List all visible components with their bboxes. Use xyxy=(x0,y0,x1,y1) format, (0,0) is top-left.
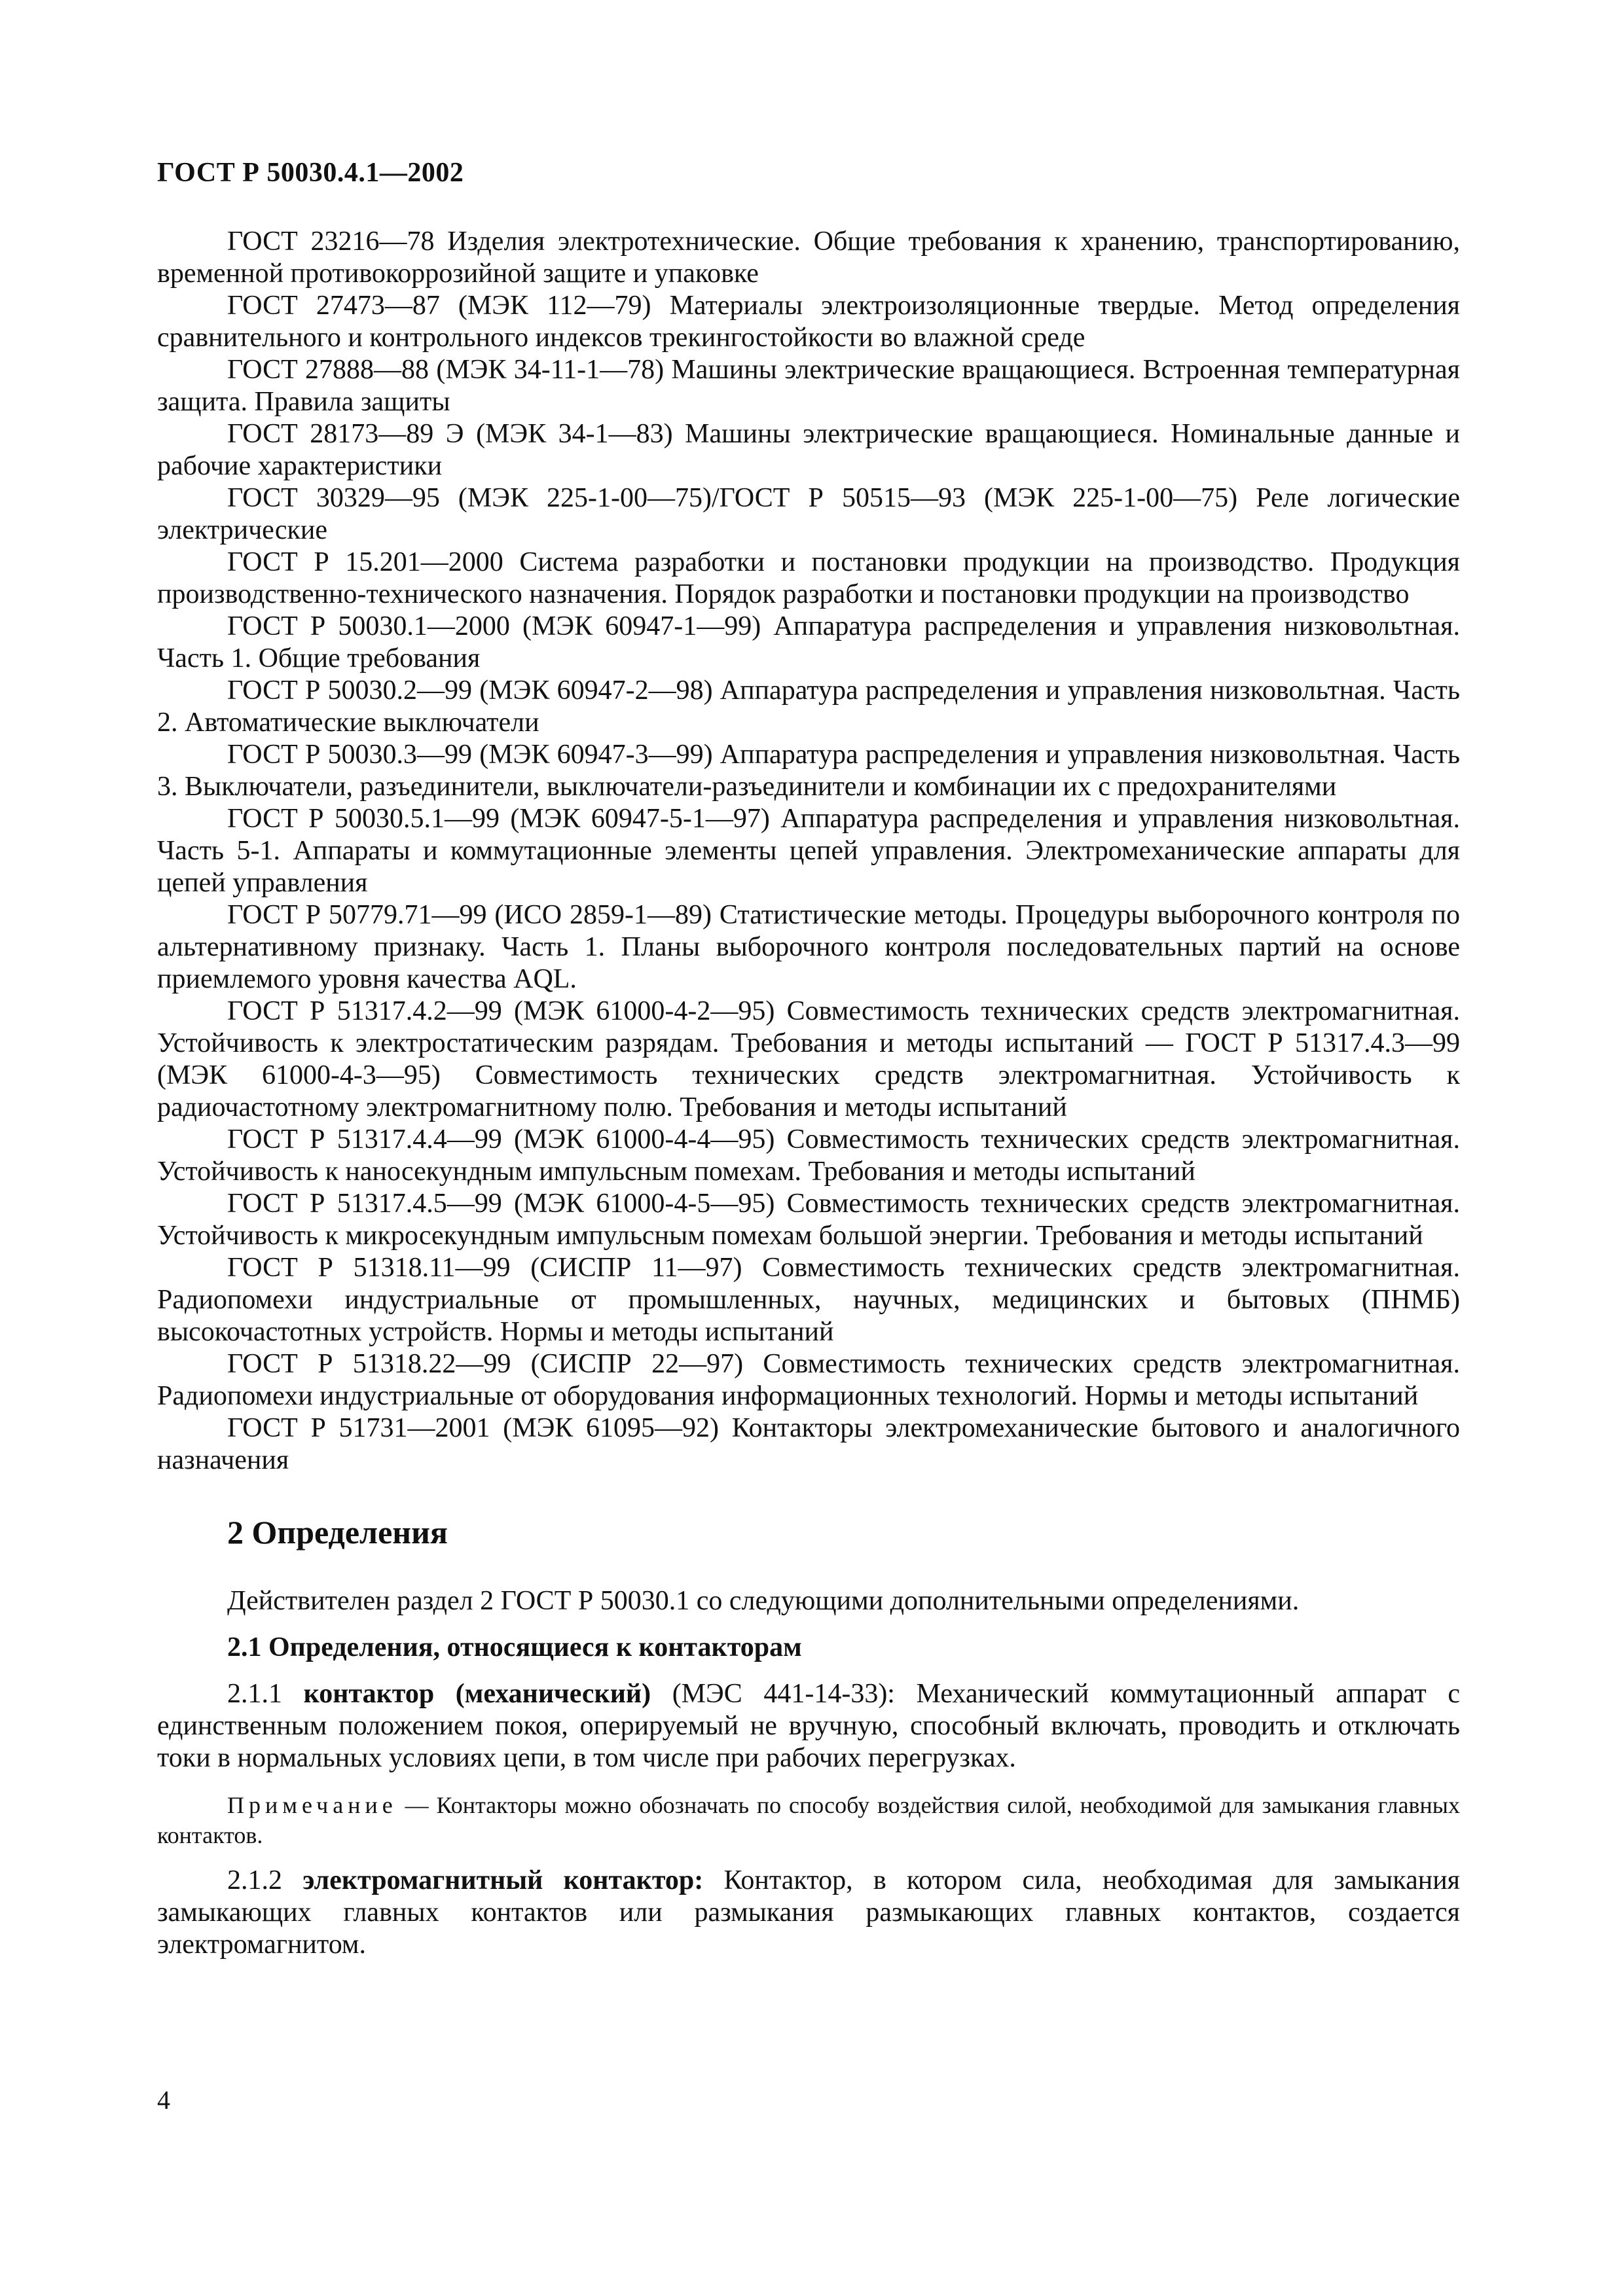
page-number: 4 xyxy=(157,2085,170,2115)
reference-item: ГОСТ Р 51317.4.2—99 (МЭК 61000-4-2—95) Совместимость технических средств электромагнитная. Устойчивость к электростатическим разрядам. Требования и методы испытаний — ГОСТ Р 51317.4.3—99 (МЭК 61000-4-3—95) Совместимость технических средств электромагнитная. Устойчивость к радиочастотному электромагнитному полю. Требования и методы испытаний xyxy=(157,996,1460,1122)
definition-text: Контактор, в котором сила, необходимая для замыкания замыкающих главных контактов или размыкания размыкающих главных контактов, создается электромагнитом. xyxy=(157,1865,1460,1960)
definition-term: электромагнитный контактор: xyxy=(302,1865,704,1895)
section-intro: Действителен раздел 2 ГОСТ Р 50030.1 со следующими дополнительными определениями. xyxy=(227,1586,1300,1616)
note-label: Примечание xyxy=(227,1792,397,1818)
document-code-header: ГОСТ Р 50030.4.1—2002 xyxy=(157,158,464,188)
reference-item: ГОСТ Р 51317.4.4—99 (МЭК 61000-4-4—95) Совместимость технических средств электромагнитная. Устойчивость к наносекундным импульсным помехам. Требования и методы испытаний xyxy=(157,1124,1460,1187)
reference-item: ГОСТ 30329—95 (МЭК 225-1-00—75)/ГОСТ Р 50515—93 (МЭК 225-1-00—75) Реле логические электрические xyxy=(157,483,1460,545)
reference-item: ГОСТ Р 51318.11—99 (СИСПР 11—97) Совместимость технических средств электромагнитная. Радиопомехи индустриальные от промышленных, научных, медицинских и бытовых (ПНМБ) высокочастотных устройств. Нормы и методы испытаний xyxy=(157,1253,1460,1347)
definition-number: 2.1.2 xyxy=(227,1865,282,1895)
reference-item: ГОСТ Р 15.201—2000 Система разработки и постановки продукции на производство. Продукция производственно-технического назначения. Порядок разработки и постановки продукции на производство xyxy=(157,547,1460,609)
definition-text: (МЭС 441-14-33): Механический коммутационный аппарат с единственным положением покоя, оперируемый не вручную, способный включать, проводить и отключать токи в нормальных условиях цепи, в том числе при рабочих перегрузках. xyxy=(157,1679,1461,1773)
subsection-heading: 2.1 Определения, относящиеся к контакторам xyxy=(227,1632,802,1662)
note xyxy=(157,1790,1460,1850)
reference-item: ГОСТ Р 50030.5.1—99 (МЭК 60947-5-1—97) Аппаратура распределения и управления низковольтная. Часть 5-1. Аппараты и коммутационные элементы цепей управления. Электромеханические аппараты для цепей управления xyxy=(157,804,1460,898)
reference-item: ГОСТ Р 50030.1—2000 (МЭК 60947-1—99) Аппаратура распределения и управления низковольтная. Часть 1. Общие требования xyxy=(157,611,1460,673)
reference-item: ГОСТ 27888—88 (МЭК 34-11-1—78) Машины электрические вращающиеся. Встроенная температурная защита. Правила защиты xyxy=(157,355,1460,417)
reference-item: ГОСТ Р 51318.22—99 (СИСПР 22—97) Совместимость технических средств электромагнитная. Радиопомехи индустриальные от оборудования информационных технологий. Нормы и методы испытаний xyxy=(157,1349,1460,1411)
definition-number: 2.1.1 xyxy=(227,1679,282,1709)
reference-item: ГОСТ 27473—87 (МЭК 112—79) Материалы электроизоляционные твердые. Метод определения сравнительного и контрольного индексов трекингостойкости во влажной среде xyxy=(157,291,1460,353)
reference-item: ГОСТ Р 50030.2—99 (МЭК 60947-2—98) Аппаратура распределения и управления низковольтная. Часть 2. Автоматические выключатели xyxy=(157,675,1460,738)
reference-item: ГОСТ Р 50779.71—99 (ИСО 2859-1—89) Статистические методы. Процедуры выборочного контроля по альтернативному признаку. Часть 1. Планы выборочного контроля последовательных партий на основе приемлемого уровня качества AQL. xyxy=(157,900,1460,994)
definition-2-1-1 xyxy=(157,1678,1460,1774)
reference-item: ГОСТ Р 51317.4.5—99 (МЭК 61000-4-5—95) Совместимость технических средств электромагнитная. Устойчивость к микросекундным импульсным помехам большой энергии. Требования и методы испытаний xyxy=(157,1189,1460,1251)
reference-item: ГОСТ 28173—89 Э (МЭК 34-1—83) Машины электрические вращающиеся. Номинальные данные и рабочие характеристики xyxy=(157,419,1460,481)
definition-2-1-2 xyxy=(157,1865,1460,1961)
reference-item: ГОСТ Р 50030.3—99 (МЭК 60947-3—99) Аппаратура распределения и управления низковольтная. Часть 3. Выключатели, разъединители, выключатели-разъединители и комбинации их с предохранителями xyxy=(157,740,1460,802)
reference-item: ГОСТ Р 51731—2001 (МЭК 61095—92) Контакторы электромеханические бытового и аналогичного назначения xyxy=(157,1413,1460,1475)
reference-item: ГОСТ 23216—78 Изделия электротехнические. Общие требования к хранению, транспортированию, временной противокоррозийной защите и упаковке xyxy=(157,226,1460,289)
section-heading: 2 Определения xyxy=(227,1514,448,1551)
document-body xyxy=(157,226,1460,1961)
definition-term: контактор (механический) xyxy=(303,1679,651,1709)
note-text: — Контакторы можно обозначать по способу воздействия силой, необходимой для замыкания главных контактов. xyxy=(157,1792,1460,1848)
